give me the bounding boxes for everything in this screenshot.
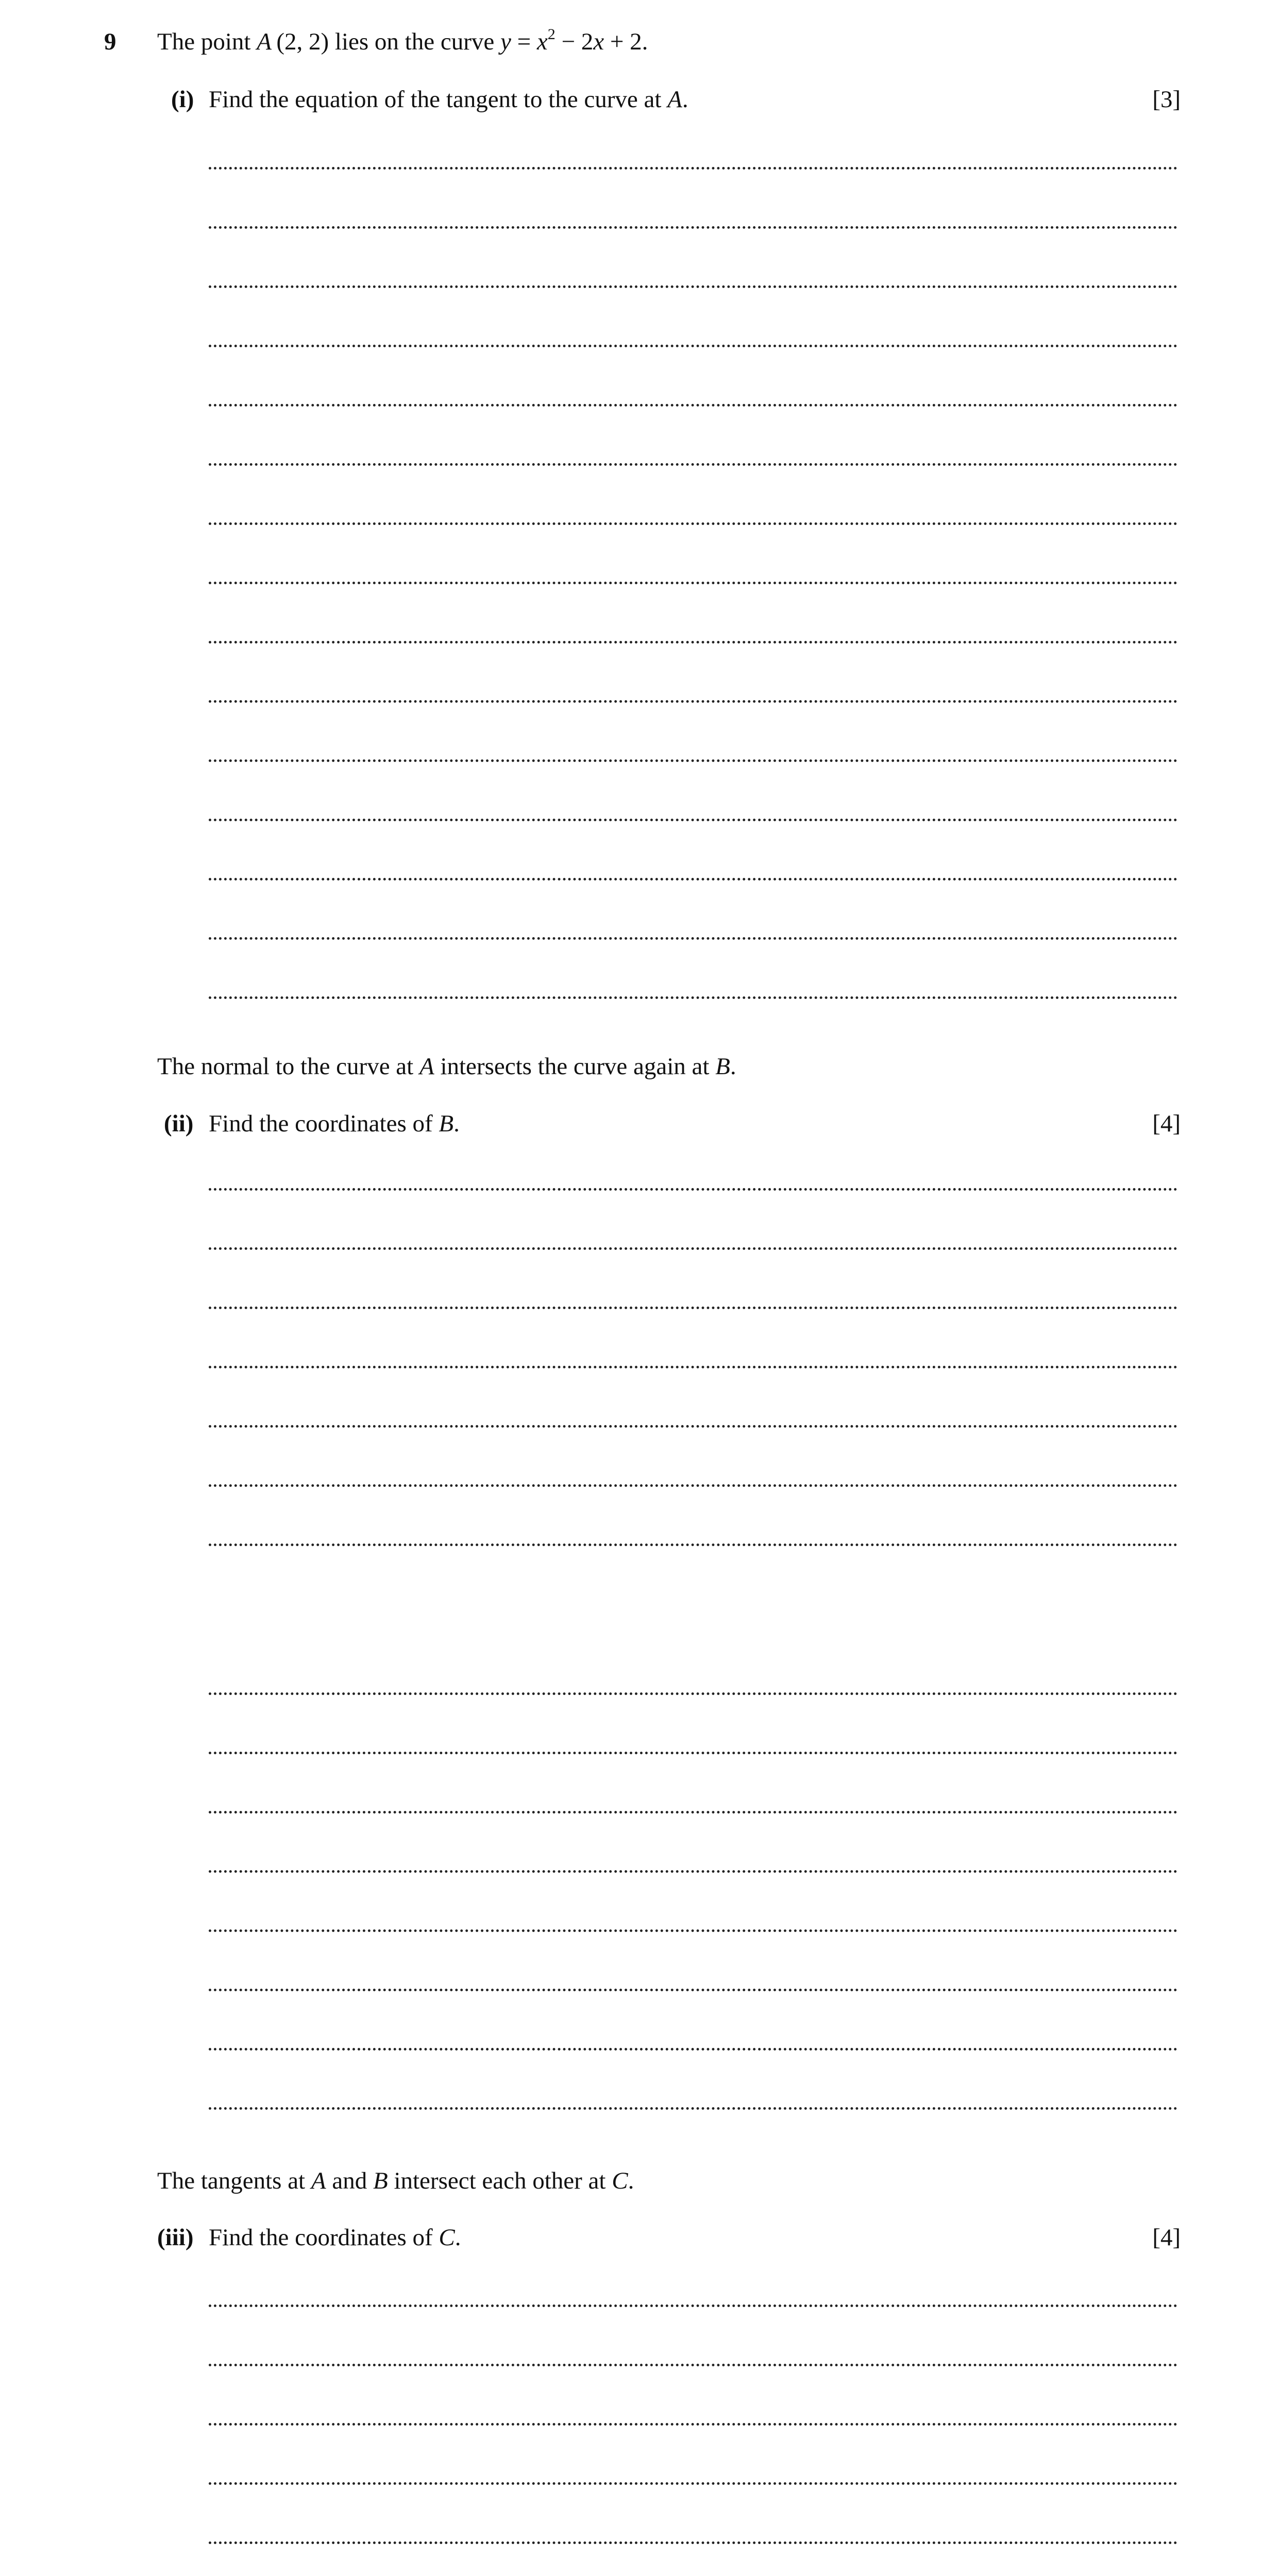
- answer-line[interactable]: [209, 819, 1178, 821]
- answer-line[interactable]: [209, 937, 1178, 940]
- answer-line[interactable]: [209, 1484, 1178, 1487]
- answer-line[interactable]: [209, 1692, 1178, 1695]
- answer-line[interactable]: [209, 1366, 1178, 1368]
- stem-exponent: 2: [547, 26, 556, 43]
- stem-eq: =: [511, 28, 537, 55]
- tangents-context-var-b: B: [373, 2167, 388, 2194]
- part-i-text: Find the equation of the tangent to the curve at: [209, 86, 668, 113]
- answer-line[interactable]: [209, 2541, 1178, 2544]
- tangents-context-var-c: C: [612, 2167, 628, 2194]
- part-iii-text: Find the coordinates of: [209, 2224, 439, 2251]
- question-stem: [157, 26, 648, 55]
- part-iii-var: C: [439, 2224, 455, 2251]
- part-i-marks: [3]: [1152, 86, 1181, 113]
- stem-minus: − 2: [555, 28, 594, 55]
- part-iii-label: (iii): [157, 2224, 194, 2251]
- answer-line[interactable]: [209, 641, 1178, 643]
- normal-context: [157, 1055, 736, 1079]
- answer-line[interactable]: [209, 2107, 1178, 2110]
- tangents-context-and: and: [326, 2167, 373, 2194]
- part-iii-prompt: [209, 2226, 461, 2250]
- part-ii-end: .: [453, 1110, 460, 1137]
- stem-point-coords: (2, 2): [276, 28, 329, 55]
- answer-line[interactable]: [209, 759, 1178, 762]
- stem-x1: x: [536, 28, 548, 55]
- part-ii-text: Find the coordinates of: [209, 1110, 439, 1137]
- answer-line[interactable]: [209, 2304, 1178, 2307]
- stem-y: y: [500, 28, 511, 55]
- part-ii-label: (ii): [164, 1110, 194, 1137]
- answer-line[interactable]: [209, 1929, 1178, 1932]
- normal-context-var-a: A: [419, 1053, 434, 1080]
- normal-context-before: The normal to the curve at: [157, 1053, 419, 1080]
- part-i-label: (i): [171, 86, 194, 113]
- answer-line[interactable]: [209, 226, 1178, 229]
- answer-line[interactable]: [209, 2482, 1178, 2485]
- answer-line[interactable]: [209, 582, 1178, 584]
- answer-line[interactable]: [209, 463, 1178, 466]
- part-iii-marks: [4]: [1152, 2224, 1181, 2251]
- part-ii-prompt: [209, 1112, 460, 1136]
- question-number: 9: [104, 28, 116, 55]
- stem-intro: The point: [157, 28, 257, 55]
- answer-line[interactable]: [209, 1247, 1178, 1250]
- part-i-prompt: [209, 88, 688, 112]
- answer-line[interactable]: [209, 1425, 1178, 1428]
- answer-line[interactable]: [209, 700, 1178, 703]
- tangents-context-middle: intersect each other at: [388, 2167, 612, 2194]
- stem-rest: + 2.: [604, 28, 648, 55]
- tangents-context-before: The tangents at: [157, 2167, 311, 2194]
- answer-line[interactable]: [209, 1307, 1178, 1309]
- answer-line[interactable]: [209, 2423, 1178, 2426]
- answer-line[interactable]: [209, 878, 1178, 880]
- tangents-context-end: .: [628, 2167, 634, 2194]
- normal-context-middle: intersects the curve again at: [434, 1053, 716, 1080]
- answer-line[interactable]: [209, 1544, 1178, 1546]
- answer-line[interactable]: [209, 285, 1178, 288]
- part-ii-var: B: [439, 1110, 454, 1137]
- answer-line[interactable]: [209, 345, 1178, 347]
- answer-line[interactable]: [209, 1811, 1178, 1814]
- answer-line[interactable]: [209, 1989, 1178, 1991]
- answer-line[interactable]: [209, 1870, 1178, 1873]
- part-i-var: A: [667, 86, 682, 113]
- answer-line[interactable]: [209, 2048, 1178, 2050]
- stem-middle: lies on the curve: [329, 28, 500, 55]
- part-iii-end: .: [455, 2224, 461, 2251]
- answer-line[interactable]: [209, 167, 1178, 170]
- answer-line[interactable]: [209, 2364, 1178, 2366]
- normal-context-var-b: B: [715, 1053, 730, 1080]
- stem-point-name: A: [257, 28, 272, 55]
- answer-line[interactable]: [209, 404, 1178, 406]
- stem-x2: x: [593, 28, 604, 55]
- answer-line[interactable]: [209, 1752, 1178, 1754]
- tangents-context-var-a: A: [311, 2167, 326, 2194]
- normal-context-end: .: [730, 1053, 736, 1080]
- tangents-context: [157, 2169, 634, 2193]
- answer-line[interactable]: [209, 522, 1178, 525]
- answer-line[interactable]: [209, 1188, 1178, 1191]
- part-i-end: .: [682, 86, 688, 113]
- part-ii-marks: [4]: [1152, 1110, 1181, 1137]
- answer-line[interactable]: [209, 996, 1178, 999]
